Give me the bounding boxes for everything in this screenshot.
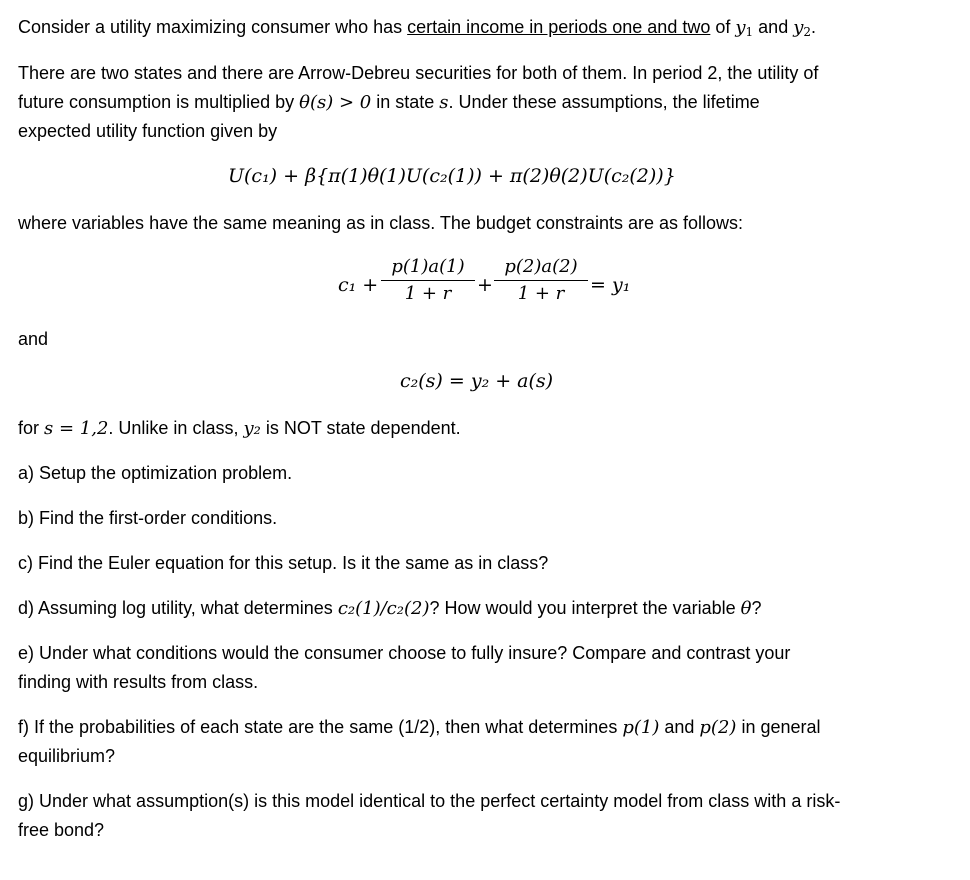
question-e-line1: e) Under what conditions would the consumer choose to fully insure? Compare and contrast your	[18, 643, 791, 663]
budget-plus: +	[477, 274, 493, 296]
fraction-2-denominator: 1 + r	[517, 283, 565, 304]
y2-symbol: y₂	[243, 418, 261, 439]
question-g-line2: free bond?	[18, 820, 105, 840]
para2-line2: future consumption is multiplied by θ(s) > 0 in state s. Under these assumptions, the lifetime	[18, 92, 760, 113]
p1-symbol: p(1)	[622, 717, 660, 738]
variables-line: where variables have the same meaning as in class. The budget constraints are as follows:	[18, 213, 744, 233]
question-b: b) Find the first-order conditions.	[18, 508, 278, 528]
intro-text: Consider a utility maximizing consumer who has	[18, 17, 408, 37]
budget-fraction-1	[381, 256, 475, 304]
budget-rhs: = y₁	[590, 274, 631, 296]
question-f-line1: f) If the probabilities of each state are the same (1/2), then what determines p(1) and p(2) in general	[18, 717, 821, 738]
question-e-line2: finding with results from class.	[18, 672, 259, 692]
fraction-1-denominator: 1 + r	[404, 283, 452, 304]
fraction-2-numerator: p(2)a(2)	[494, 256, 588, 281]
intro-line: Consider a utility maximizing consumer who has certain income in periods one and two of $y_1$ and $y_2$.	[18, 17, 817, 39]
budget-fraction-2	[494, 256, 588, 304]
theta-symbol: θ	[740, 598, 752, 619]
question-a: a) Setup the optimization problem.	[18, 463, 293, 483]
para2-line1: There are two states and there are Arrow-Debreu securities for both of them. In period 2, the utility of	[18, 63, 819, 83]
s-symbol: s	[439, 92, 449, 113]
p2-symbol: p(2)	[699, 717, 737, 738]
and-word: and	[18, 329, 49, 349]
question-d: d) Assuming log utility, what determines c₂(1)/c₂(2)? How would you interpret the variable θ?	[18, 598, 762, 619]
intro-text-of: of	[710, 17, 736, 37]
fraction-1-numerator: p(1)a(1)	[381, 256, 475, 281]
question-c: c) Find the Euler equation for this setup. Is it the same as in class?	[18, 553, 549, 573]
for-line: for s = 1,2. Unlike in class, y₂ is NOT state dependent.	[18, 418, 461, 439]
s-values: s = 1,2	[44, 418, 109, 439]
budget-lhs: c₁ +	[338, 274, 379, 296]
y1-symbol: $y_1$	[735, 17, 754, 39]
consumption-ratio: c₂(1)/c₂(2)	[337, 598, 430, 619]
y2-symbol: $y_2$	[793, 17, 812, 39]
underlined-phrase: certain income in periods one and two	[407, 17, 711, 37]
question-f-line2: equilibrium?	[18, 746, 116, 766]
para2-line3: expected utility function given by	[18, 121, 278, 141]
theta-expression: θ(s) > 0	[299, 92, 372, 113]
second-constraint: c₂(s) = y₂ + a(s)	[400, 370, 554, 392]
utility-equation: U(c₁) + β{π(1)θ(1)U(c₂(1)) + π(2)θ(2)U(c₂(2))}	[228, 165, 676, 187]
intro-and: and	[753, 17, 794, 37]
question-g-line1: g) Under what assumption(s) is this model identical to the perfect certainty model from class with a risk-	[18, 791, 841, 811]
